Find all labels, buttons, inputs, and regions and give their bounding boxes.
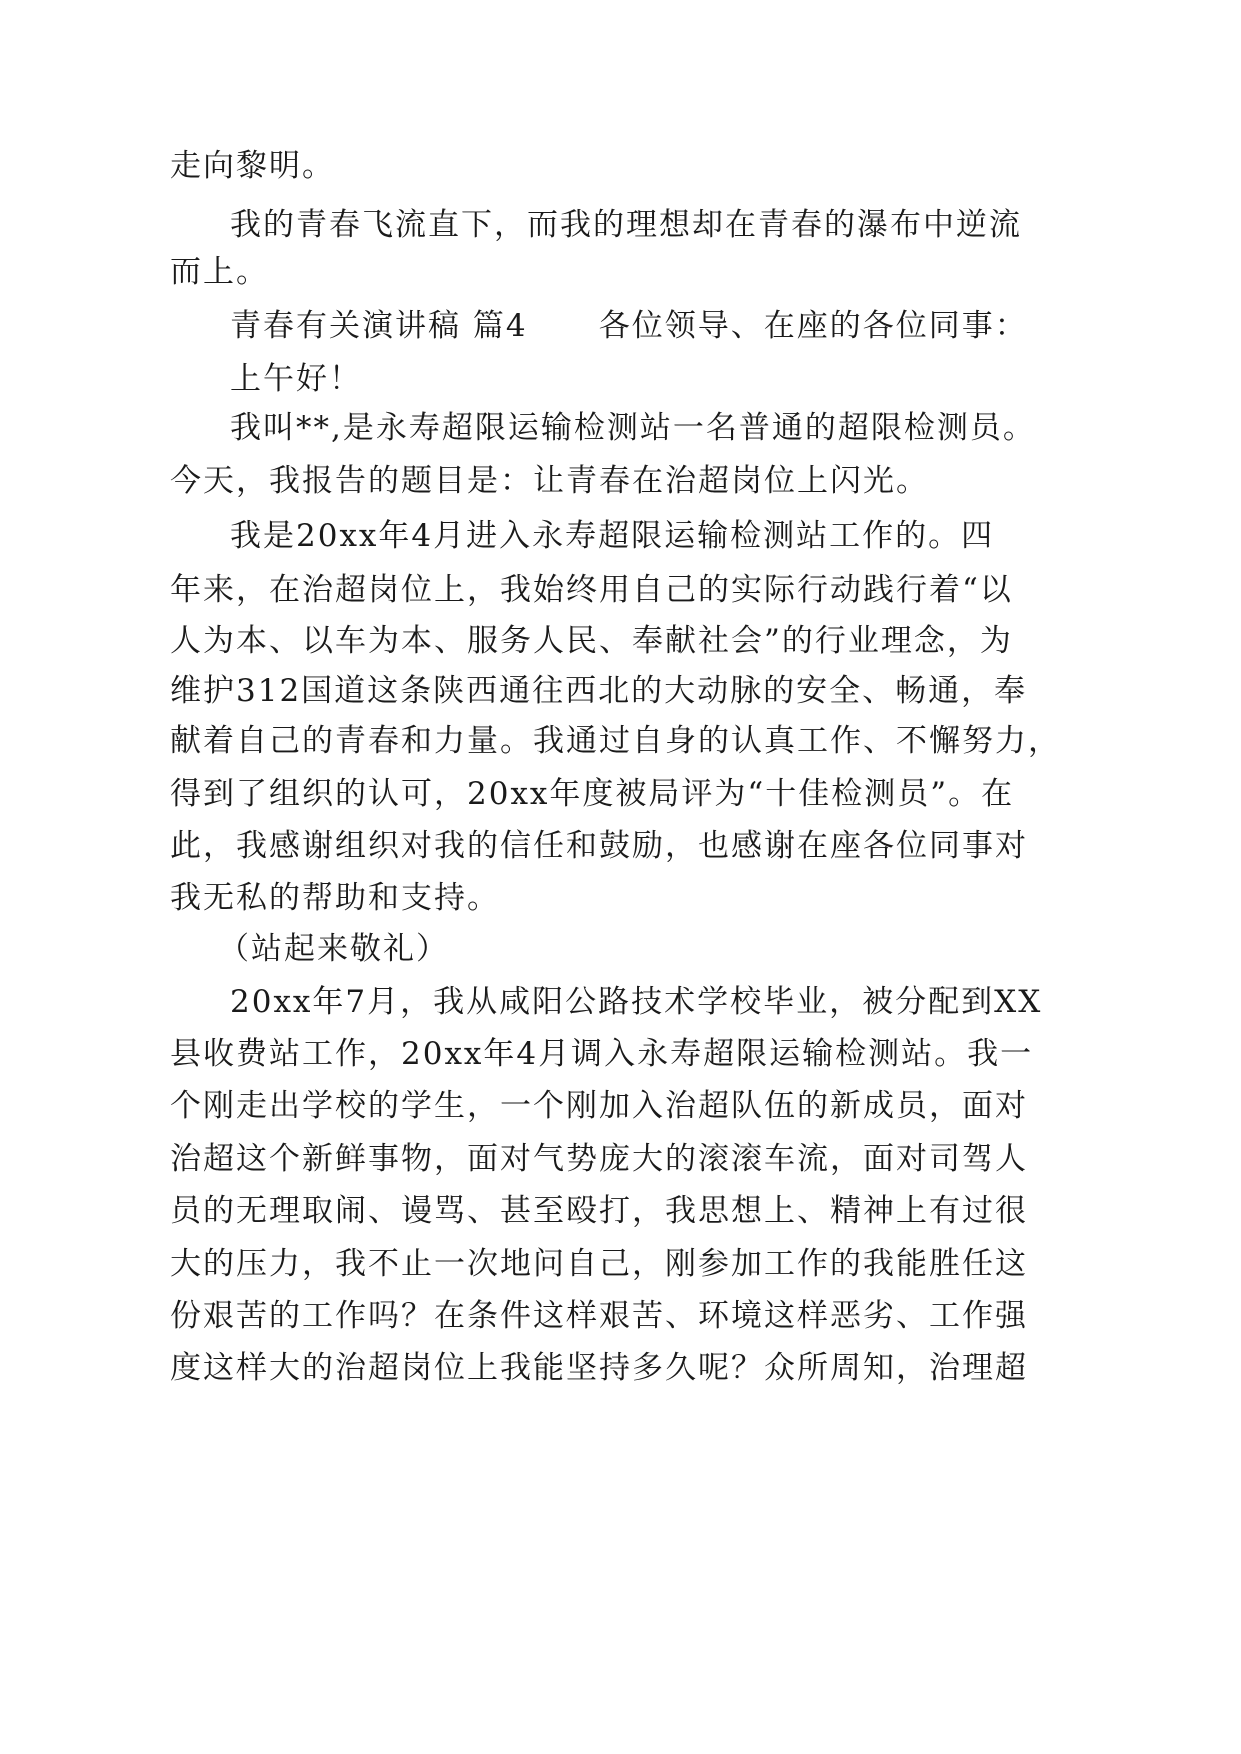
text-line: 今天，我报告的题目是：让青春在治超岗位上闪光。	[170, 463, 929, 499]
text-line: 20xx年7月，我从咸阳公路技术学校毕业，被分配到XX	[230, 984, 1043, 1020]
text-line: 员的无理取闹、谩骂、甚至殴打，我思想上、精神上有过很	[170, 1193, 1028, 1229]
text-line: 献着自己的青春和力量。我通过自身的认真工作、不懈努力，	[170, 723, 1061, 759]
text-line: 我无私的帮助和支持。	[170, 880, 500, 916]
text-line: 得到了组织的认可，20xx年度被局评为“十佳检测员”。在	[170, 776, 1015, 812]
text-line: 年来，在治超岗位上，我始终用自己的实际行动践行着“以	[170, 572, 1013, 608]
text-line: 青春有关演讲稿 篇4 各位领导、在座的各位同事：	[230, 308, 1028, 344]
text-line: 我叫**,是永寿超限运输检测站一名普通的超限检测员。	[230, 410, 1036, 446]
text-line: 治超这个新鲜事物，面对气势庞大的滚滚车流，面对司驾人	[170, 1141, 1028, 1177]
text-line: 份艰苦的工作吗？在条件这样艰苦、环境这样恶劣、工作强	[170, 1298, 1028, 1334]
text-line: 走向黎明。	[170, 148, 335, 184]
text-line: 大的压力，我不止一次地问自己，刚参加工作的我能胜任这	[170, 1246, 1028, 1282]
text-line: 县收费站工作，20xx年4月调入永寿超限运输检测站。我一	[170, 1036, 1034, 1072]
text-line: 我的青春飞流直下，而我的理想却在青春的瀑布中逆流	[230, 207, 1022, 243]
text-line: 此，我感谢组织对我的信任和鼓励，也感谢在座各位同事对	[170, 828, 1028, 864]
text-line: 上午好！	[230, 361, 362, 397]
text-line: 维护312国道这条陕西通往西北的大动脉的安全、畅通，奉	[170, 673, 1028, 709]
text-line: 个刚走出学校的学生，一个刚加入治超队伍的新成员，面对	[170, 1088, 1028, 1124]
text-line: （站起来敬礼）	[218, 931, 449, 967]
text-line: 我是20xx年4月进入永寿超限运输检测站工作的。四	[230, 518, 995, 554]
text-line: 度这样大的治超岗位上我能坚持多久呢？众所周知，治理超	[170, 1350, 1028, 1386]
text-line: 人为本、以车为本、服务人民、奉献社会”的行业理念，为	[170, 623, 1013, 659]
text-line: 而上。	[170, 254, 269, 290]
